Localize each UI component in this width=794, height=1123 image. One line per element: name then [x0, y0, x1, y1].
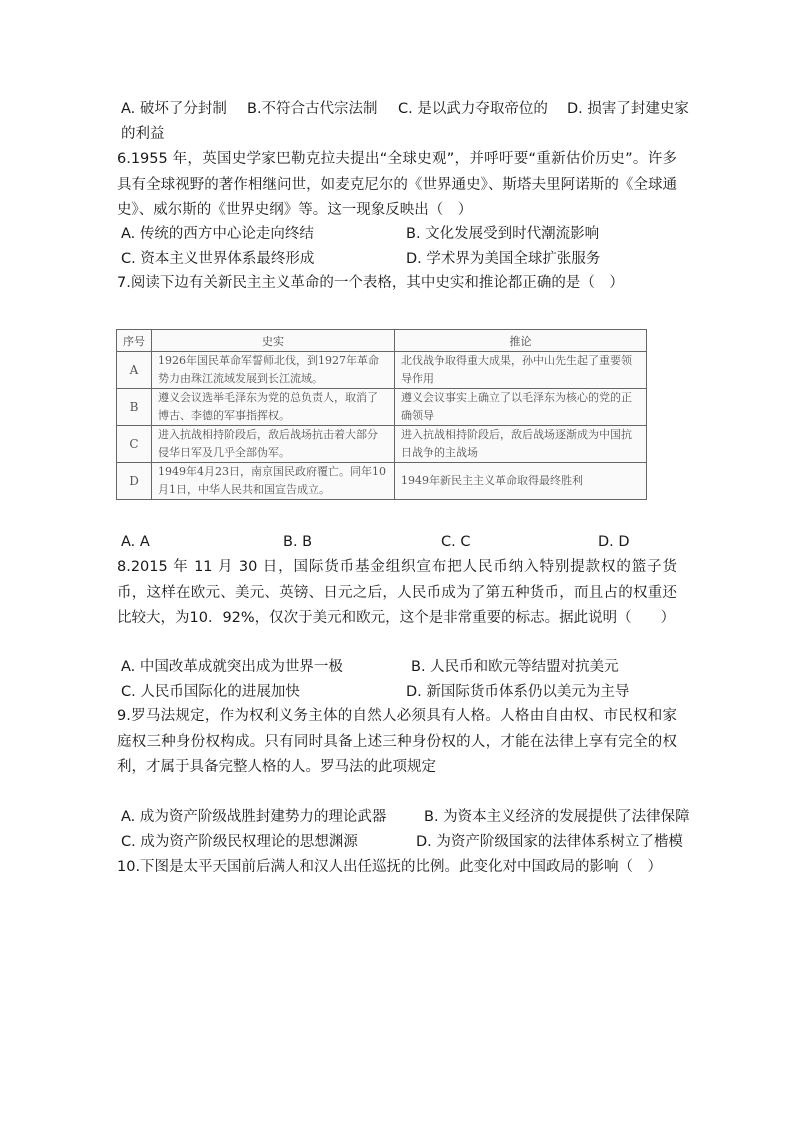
q9-option-b: B. 为资本主义经济的发展提供了法律保障 [424, 809, 690, 825]
row-inference: 1949年新民主主义革命取得最终胜利 [395, 463, 647, 500]
q6-option-d: D. 学术界为美国全球扩张服务 [406, 251, 601, 267]
q8-option-b: B. 人民币和欧元等结盟对抗美元 [411, 659, 619, 675]
table-row [117, 352, 647, 389]
table-row [117, 463, 647, 500]
table-row [117, 389, 647, 426]
row-key: B [117, 389, 152, 426]
row-key: A [117, 352, 152, 389]
row-inference: 进入抗战相持阶段后，敌后战场逐渐成为中国抗日战争的主战场 [395, 426, 647, 463]
table-header-row [117, 330, 647, 352]
row-key: C [117, 426, 152, 463]
row-fact: 遵义会议选举毛泽东为党的总负责人，取消了博古、李德的军事指挥权。 [152, 389, 395, 426]
q5-option-d-continued: 的利益 [121, 126, 165, 142]
row-fact: 1949年4月23日，南京国民政府覆亡。同年10月1日，中华人民共和国宣告成立。 [152, 463, 395, 500]
q9-option-d: D. 为资产阶级国家的法律体系树立了楷模 [416, 834, 683, 850]
q7-stem: 7.阅读下边有关新民主主义革命的一个表格，其中史实和推论都正确的是（ ） [117, 275, 624, 291]
q6-option-c: C. 资本主义世界体系最终形成 [121, 251, 315, 267]
q5-option-b: B.不符合古代宗法制 [247, 101, 378, 117]
q7-option-c: C. C [441, 534, 471, 550]
table-header-fact: 史实 [152, 330, 395, 352]
row-key: D [117, 463, 152, 500]
q8-stem: 8.2015 年 11 月 30 日，国际货币基金组织宣布把人民币纳入特别提款权的篮子货币，这样在欧元、美元、英镑、日元之后，人民币成为了第五种货币，而且占的权重还比较大，为10．92%，仅次于美元和欧元，这个是非常重要的标志。据此说明（ ） [117, 559, 677, 626]
row-inference: 遵义会议事实上确立了以毛泽东为核心的党的正确领导 [395, 389, 647, 426]
q8-option-c: C. 人民币国际化的进展加快 [121, 684, 300, 700]
q9-option-c: C. 成为资产阶级民权理论的思想渊源 [121, 834, 358, 850]
q5-option-d: D. 损害了封建史家 [567, 101, 689, 117]
history-table [116, 329, 647, 500]
q7-option-b: B. B [283, 534, 313, 550]
table-row [117, 426, 647, 463]
q5-option-a: A. 破坏了分封制 [121, 101, 227, 117]
q8-option-d: D. 新国际货币体系仍以美元为主导 [406, 684, 630, 700]
q5-option-c: C. 是以武力夺取帝位的 [398, 101, 548, 117]
q6-option-b: B. 文化发展受到时代潮流影响 [406, 226, 600, 242]
q10-stem: 10.下图是太平天国前后满人和汉人出任巡抚的比例。此变化对中国政局的影响（ ） [117, 859, 663, 875]
q8-option-a: A. 中国改革成就突出成为世界一极 [121, 659, 343, 675]
q6-option-a: A. 传统的西方中心论走向终结 [121, 226, 314, 242]
table-header-index: 序号 [117, 330, 152, 352]
row-inference: 北伐战争取得重大成果，孙中山先生起了重要领导作用 [395, 352, 647, 389]
q7-option-d: D. D [598, 534, 630, 550]
q7-option-a: A. A [121, 534, 150, 550]
q9-stem: 9.罗马法规定，作为权利义务主体的自然人必须具有人格。人格由自由权、市民权和家庭权三种身份权构成。只有同时具备上述三种身份权的人，才能在法律上享有完全的权利，才属于具备完整人格的人。罗马法的此项规定 [117, 708, 677, 775]
q9-option-a: A. 成为资产阶级战胜封建势力的理论武器 [121, 809, 387, 825]
q6-stem: 6.1955 年，英国史学家巴勒克拉夫提出“全球史观”，并呼吁要“重新估价历史”。许多具有全球视野的著作相继问世，如麦克尼尔的《世界通史》、斯塔夫里阿诺斯的《全球通史》、威尔斯的《世界史纲》等。这一现象反映出（ ） [117, 151, 677, 218]
row-fact: 进入抗战相持阶段后，敌后战场抗击着大部分侵华日军及几乎全部伪军。 [152, 426, 395, 463]
row-fact: 1926年国民革命军誓师北伐，到1927年革命势力由珠江流域发展到长江流域。 [152, 352, 395, 389]
table-header-inference: 推论 [395, 330, 647, 352]
